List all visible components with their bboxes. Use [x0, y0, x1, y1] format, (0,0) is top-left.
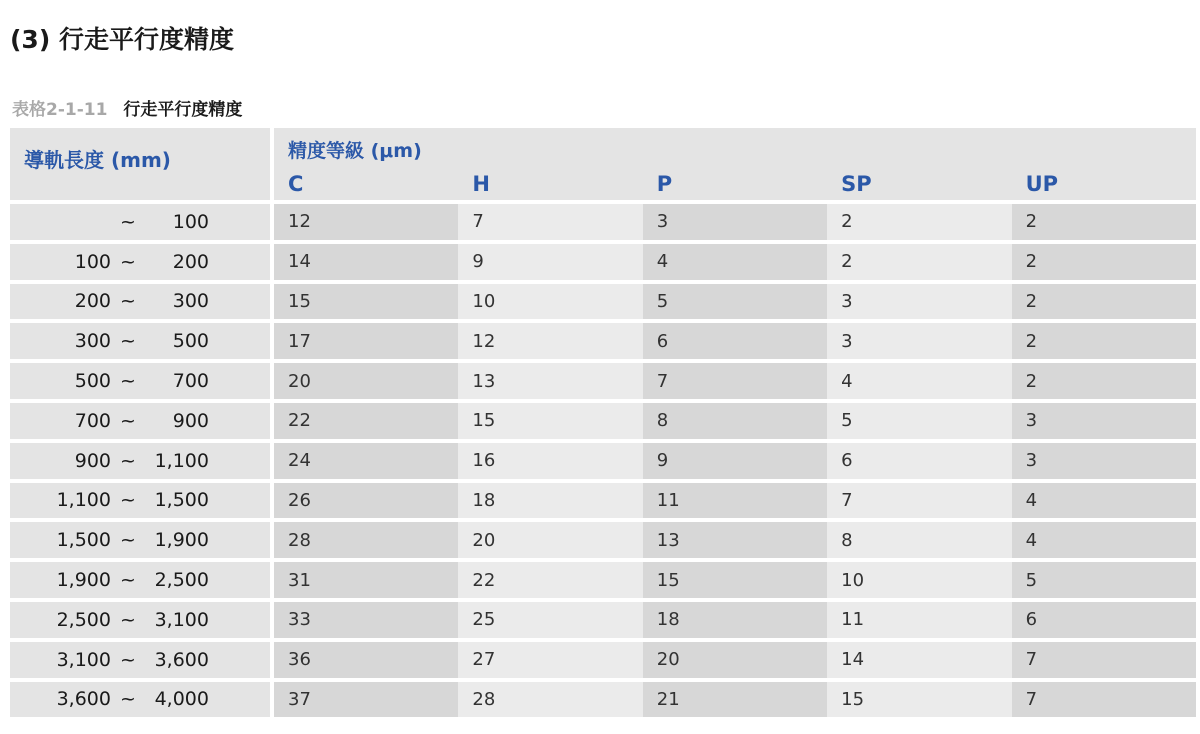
rail-length-header: 導軌長度 (mm): [24, 148, 171, 172]
rail-length-cell: [10, 562, 270, 598]
rail-length-cell: [10, 363, 270, 399]
rail-length-from: 1,500: [56, 529, 111, 552]
value-cell-up: 4: [1012, 483, 1196, 519]
value-cell-sp: 3: [827, 284, 1011, 320]
value-cell-up: 3: [1012, 443, 1196, 479]
value-cell-p: 6: [643, 323, 827, 359]
rail-length-tilde: ~: [120, 210, 136, 233]
value-cell-c: 14: [274, 244, 458, 280]
value-cell-p: 3: [643, 204, 827, 240]
rail-length-to: 3,100: [154, 608, 209, 631]
value-cell-h: 22: [458, 562, 642, 598]
rail-length-cell: [10, 284, 270, 320]
table-row: [10, 204, 1196, 240]
value-cell-up: 2: [1012, 244, 1196, 280]
rail-length-cell: [10, 403, 270, 439]
value-cell-p: 9: [643, 443, 827, 479]
rail-length-tilde: ~: [120, 489, 136, 512]
table-row: [10, 403, 1196, 439]
value-cell-h: 7: [458, 204, 642, 240]
value-cell-p: 8: [643, 403, 827, 439]
table-row: [10, 443, 1196, 479]
rail-length-from: 2,500: [56, 608, 111, 631]
table-row: [10, 682, 1196, 718]
value-cell-sp: 2: [827, 204, 1011, 240]
value-cell-h: 18: [458, 483, 642, 519]
value-cell-c: 22: [274, 403, 458, 439]
rail-length-from: 900: [74, 449, 111, 472]
table-row: [10, 642, 1196, 678]
rail-length-to: 2,500: [154, 569, 209, 592]
rail-length-to: 1,500: [154, 489, 209, 512]
rail-length-from: 1,100: [56, 489, 111, 512]
rail-length-tilde: ~: [120, 330, 136, 353]
value-cell-p: 7: [643, 363, 827, 399]
value-cell-c: 28: [274, 522, 458, 558]
rail-length-from: 300: [74, 330, 111, 353]
value-cell-sp: 4: [827, 363, 1011, 399]
value-cell-h: 10: [458, 284, 642, 320]
grade-header-h: H: [472, 172, 490, 196]
value-cell-up: 5: [1012, 562, 1196, 598]
value-cell-c: 20: [274, 363, 458, 399]
rail-length-to: 3,600: [154, 648, 209, 671]
value-cell-h: 20: [458, 522, 642, 558]
rail-length-to: 1,100: [154, 449, 209, 472]
rail-length-cell: [10, 602, 270, 638]
table-row: [10, 602, 1196, 638]
value-cell-sp: 2: [827, 244, 1011, 280]
value-cell-up: 6: [1012, 602, 1196, 638]
section-title: (3) 行走平行度精度: [10, 25, 234, 54]
rail-length-tilde: ~: [120, 569, 136, 592]
value-cell-c: 12: [274, 204, 458, 240]
rail-length-to: 200: [172, 250, 209, 273]
table-header: [10, 128, 1196, 200]
rail-length-tilde: ~: [120, 608, 136, 631]
table-body: [10, 204, 1196, 717]
rail-length-to: 300: [172, 290, 209, 313]
rail-length-from: 500: [74, 370, 111, 393]
value-cell-c: 31: [274, 562, 458, 598]
table-caption: [12, 95, 242, 120]
value-cell-c: 17: [274, 323, 458, 359]
rail-length-cell: [10, 682, 270, 718]
value-cell-c: 24: [274, 443, 458, 479]
value-cell-sp: 5: [827, 403, 1011, 439]
value-cell-sp: 7: [827, 483, 1011, 519]
value-cell-sp: 14: [827, 642, 1011, 678]
rail-length-cell: [10, 483, 270, 519]
accuracy-table: [10, 128, 1196, 721]
value-cell-h: 28: [458, 682, 642, 718]
value-cell-p: 5: [643, 284, 827, 320]
value-cell-up: 2: [1012, 323, 1196, 359]
value-cell-h: 9: [458, 244, 642, 280]
table-name: 行走平行度精度: [123, 100, 243, 120]
value-cell-c: 15: [274, 284, 458, 320]
value-cell-sp: 6: [827, 443, 1011, 479]
table-row: [10, 323, 1196, 359]
value-cell-c: 26: [274, 483, 458, 519]
value-cell-up: 7: [1012, 682, 1196, 718]
grade-columns: [274, 172, 1196, 196]
rail-length-tilde: ~: [120, 250, 136, 273]
rail-length-to: 900: [172, 409, 209, 432]
value-cell-up: 2: [1012, 284, 1196, 320]
value-cell-h: 12: [458, 323, 642, 359]
rail-length-from: 3,600: [56, 688, 111, 711]
rail-length-tilde: ~: [120, 290, 136, 313]
value-cell-up: 2: [1012, 204, 1196, 240]
rail-length-from: 700: [74, 409, 111, 432]
rail-length-to: 4,000: [154, 688, 209, 711]
grade-header-c: C: [288, 172, 304, 196]
table-number: 表格2-1-11: [12, 100, 108, 120]
value-cell-sp: 3: [827, 323, 1011, 359]
value-cell-h: 25: [458, 602, 642, 638]
rail-length-tilde: ~: [120, 648, 136, 671]
grade-header-sp: SP: [841, 172, 872, 196]
value-cell-sp: 10: [827, 562, 1011, 598]
value-cell-up: 3: [1012, 403, 1196, 439]
rail-length-tilde: ~: [120, 370, 136, 393]
value-cell-c: 33: [274, 602, 458, 638]
rail-length-cell: [10, 244, 270, 280]
rail-length-cell: [10, 323, 270, 359]
rail-length-from: 1,900: [56, 569, 111, 592]
table-row: [10, 562, 1196, 598]
value-cell-c: 37: [274, 682, 458, 718]
rail-length-cell: [10, 443, 270, 479]
rail-length-to: 500: [172, 330, 209, 353]
rail-length-tilde: ~: [120, 688, 136, 711]
rail-length-to: 1,900: [154, 529, 209, 552]
accuracy-grade-header: 精度等級 (μm): [288, 140, 422, 162]
rail-length-to: 100: [172, 210, 209, 233]
rail-length-from: 100: [74, 250, 111, 273]
grade-header-group: [274, 128, 1196, 200]
rail-length-from: 200: [74, 290, 111, 313]
value-cell-up: 4: [1012, 522, 1196, 558]
value-cell-p: 4: [643, 244, 827, 280]
value-cell-p: 15: [643, 562, 827, 598]
value-cell-sp: 15: [827, 682, 1011, 718]
rail-length-cell: [10, 642, 270, 678]
value-cell-p: 11: [643, 483, 827, 519]
value-cell-p: 18: [643, 602, 827, 638]
grade-header-up: UP: [1025, 172, 1059, 196]
rail-length-cell: [10, 522, 270, 558]
value-cell-sp: 8: [827, 522, 1011, 558]
table-row: [10, 363, 1196, 399]
rail-length-tilde: ~: [120, 529, 136, 552]
grade-header-p: P: [656, 172, 673, 196]
table-row: [10, 522, 1196, 558]
value-cell-p: 13: [643, 522, 827, 558]
rail-length-tilde: ~: [120, 449, 136, 472]
value-cell-h: 27: [458, 642, 642, 678]
rail-length-to: 700: [172, 370, 209, 393]
value-cell-h: 15: [458, 403, 642, 439]
value-cell-p: 21: [643, 682, 827, 718]
table-row: [10, 483, 1196, 519]
rail-length-cell: [10, 204, 270, 240]
value-cell-sp: 11: [827, 602, 1011, 638]
value-cell-up: 2: [1012, 363, 1196, 399]
table-row: [10, 284, 1196, 320]
value-cell-c: 36: [274, 642, 458, 678]
value-cell-h: 16: [458, 443, 642, 479]
table-row: [10, 244, 1196, 280]
rail-length-from: 3,100: [56, 648, 111, 671]
value-cell-up: 7: [1012, 642, 1196, 678]
rail-length-tilde: ~: [120, 409, 136, 432]
value-cell-h: 13: [458, 363, 642, 399]
value-cell-p: 20: [643, 642, 827, 678]
